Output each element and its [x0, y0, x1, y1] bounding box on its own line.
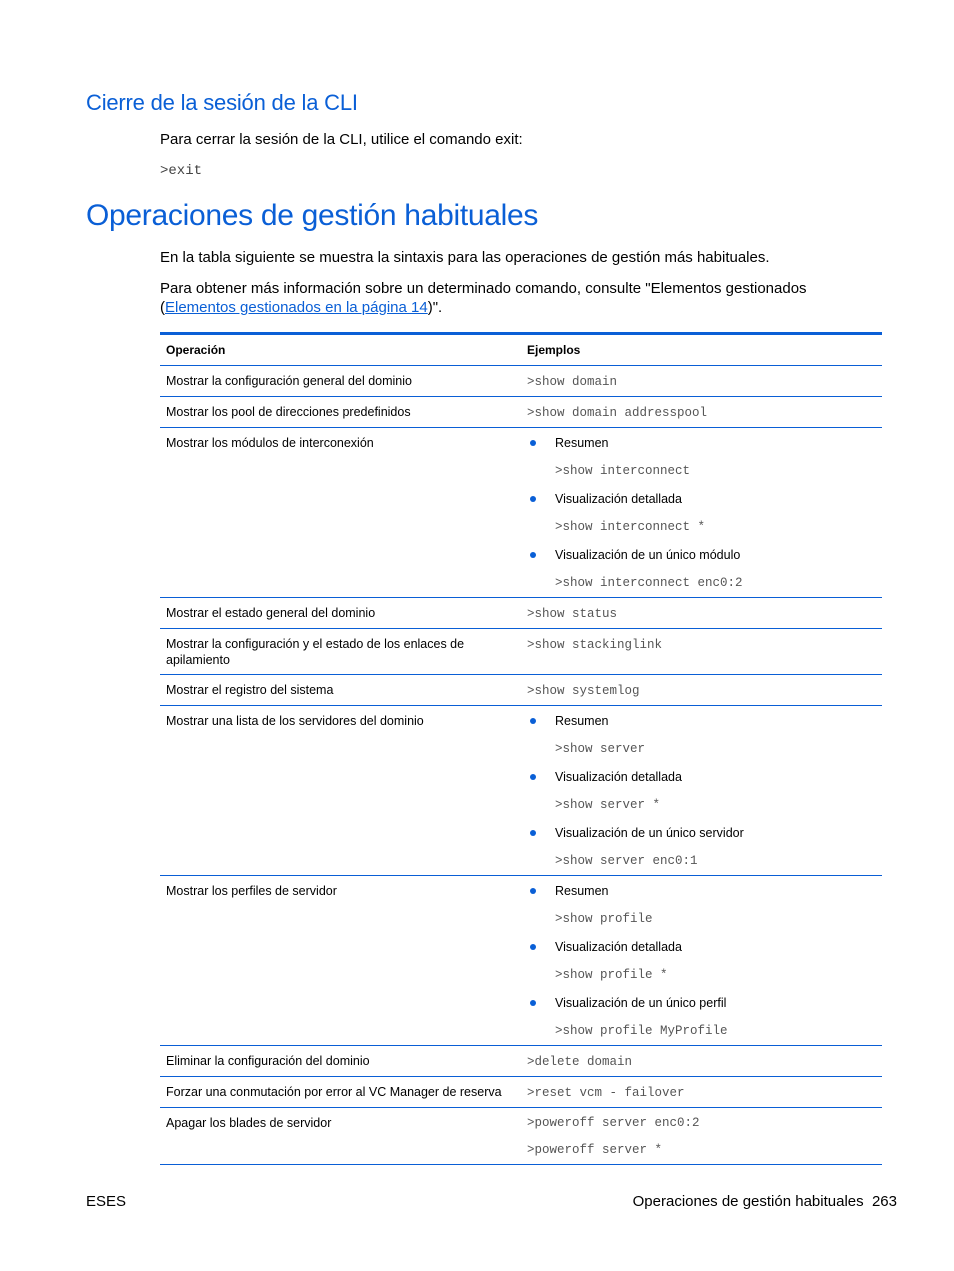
- command-text: >show domain addresspool: [527, 406, 708, 420]
- table-row: [160, 1108, 882, 1165]
- page-number: 263: [871, 1193, 897, 1210]
- item-label: Visualización detallada: [555, 770, 682, 784]
- operation-cell: Mostrar el registro del sistema: [160, 675, 521, 706]
- table-row: [160, 366, 882, 397]
- list-item: [527, 491, 876, 507]
- bullet-icon: [530, 774, 536, 780]
- operation-cell: Apagar los blades de servidor: [160, 1108, 521, 1165]
- example-cell: [521, 1046, 882, 1077]
- operation-cell: Mostrar la configuración general del dominio: [160, 366, 521, 397]
- operation-cell: Mostrar la configuración y el estado de los enlaces de apilamiento: [160, 629, 521, 675]
- command-text: >show status: [527, 607, 618, 621]
- command-text: >show server enc0:1: [555, 854, 698, 868]
- list-item: [527, 769, 876, 785]
- example-cell: [521, 598, 882, 629]
- example-cell: [521, 366, 882, 397]
- operation-cell: Eliminar la configuración del dominio: [160, 1046, 521, 1077]
- bullet-icon: [530, 944, 536, 950]
- item-label: Visualización de un único módulo: [555, 548, 741, 562]
- list-item: [527, 435, 876, 451]
- item-label: Visualización de un único perfil: [555, 996, 727, 1010]
- example-cell: [521, 428, 882, 598]
- command-text: >poweroff server enc0:2: [527, 1116, 700, 1130]
- command-text: >show interconnect: [555, 464, 691, 478]
- bullet-icon: [530, 440, 536, 446]
- section-heading-cli-logout: Cierre de la sesión de la CLI: [86, 90, 358, 115]
- list-item: [527, 825, 876, 841]
- table-row: [160, 876, 882, 1046]
- bullet-icon: [530, 552, 536, 558]
- operation-cell: Mostrar los módulos de interconexión: [160, 428, 521, 598]
- operation-cell: Mostrar los perfiles de servidor: [160, 876, 521, 1046]
- example-cell: [521, 876, 882, 1046]
- list-item: [527, 883, 876, 899]
- table-row: [160, 675, 882, 706]
- operations-table: [160, 332, 882, 1165]
- command-text: >show stackinglink: [527, 638, 663, 652]
- command-text: >show profile *: [555, 968, 668, 982]
- exit-command: >exit: [160, 163, 203, 179]
- table-row: [160, 428, 882, 598]
- operation-cell: Mostrar una lista de los servidores del dominio: [160, 706, 521, 876]
- command-text: >show interconnect enc0:2: [555, 576, 743, 590]
- operation-cell: Mostrar el estado general del dominio: [160, 598, 521, 629]
- example-cell: [521, 629, 882, 675]
- operation-cell: Mostrar los pool de direcciones predefinidos: [160, 397, 521, 428]
- table-row: [160, 629, 882, 675]
- footer-page-info: [633, 1193, 897, 1210]
- item-label: Visualización detallada: [555, 940, 682, 954]
- command-text: >show systemlog: [527, 684, 640, 698]
- header-operation: Operación: [160, 334, 521, 366]
- command-text: >show domain: [527, 375, 618, 389]
- table-row: [160, 1077, 882, 1108]
- operation-cell: Forzar una conmutación por error al VC Manager de reserva: [160, 1077, 521, 1108]
- page-title: Operaciones de gestión habituales: [86, 199, 539, 232]
- example-cell: [521, 1077, 882, 1108]
- table-row: [160, 1046, 882, 1077]
- command-text: >show profile: [555, 912, 653, 926]
- footer-locale: ESES: [86, 1193, 127, 1210]
- table-row: [160, 397, 882, 428]
- item-label: Visualización detallada: [555, 492, 682, 506]
- table-row: [160, 706, 882, 876]
- reference-text-after: )".: [427, 299, 443, 316]
- bullet-icon: [530, 496, 536, 502]
- command-text: >poweroff server *: [527, 1143, 663, 1157]
- item-label: Visualización de un único servidor: [555, 826, 744, 840]
- cli-logout-intro: Para cerrar la sesión de la CLI, utilice el comando exit:: [160, 131, 523, 148]
- managed-elements-link[interactable]: Elementos gestionados en la página 14: [165, 299, 428, 316]
- bullet-icon: [530, 718, 536, 724]
- example-cell: [521, 706, 882, 876]
- list-item: [527, 939, 876, 955]
- item-label: Resumen: [555, 436, 609, 450]
- list-item: [527, 713, 876, 729]
- item-label: Resumen: [555, 884, 609, 898]
- command-text: >delete domain: [527, 1055, 633, 1069]
- bullet-icon: [530, 888, 536, 894]
- command-text: >show server *: [555, 798, 661, 812]
- command-text: >show server: [555, 742, 646, 756]
- footer-section-title: Operaciones de gestión habituales: [632, 1193, 864, 1210]
- command-text: >show profile MyProfile: [555, 1024, 728, 1038]
- table-header-row: [160, 334, 882, 366]
- item-label: Resumen: [555, 714, 609, 728]
- bullet-icon: [530, 830, 536, 836]
- command-text: >reset vcm - failover: [527, 1086, 685, 1100]
- command-text: >show interconnect *: [555, 520, 706, 534]
- bullet-icon: [530, 1000, 536, 1006]
- example-cell: [521, 675, 882, 706]
- table-row: [160, 598, 882, 629]
- list-item: [527, 547, 876, 563]
- list-item: [527, 995, 876, 1011]
- reference-paragraph: [160, 279, 880, 317]
- header-examples: Ejemplos: [521, 334, 882, 366]
- reference-text-before: Para obtener más información sobre un determinado comando, consulte "Elementos gestionados (: [160, 280, 807, 316]
- example-cell: [521, 397, 882, 428]
- intro-paragraph: En la tabla siguiente se muestra la sintaxis para las operaciones de gestión más habituales.: [160, 249, 770, 266]
- example-cell: [521, 1108, 882, 1165]
